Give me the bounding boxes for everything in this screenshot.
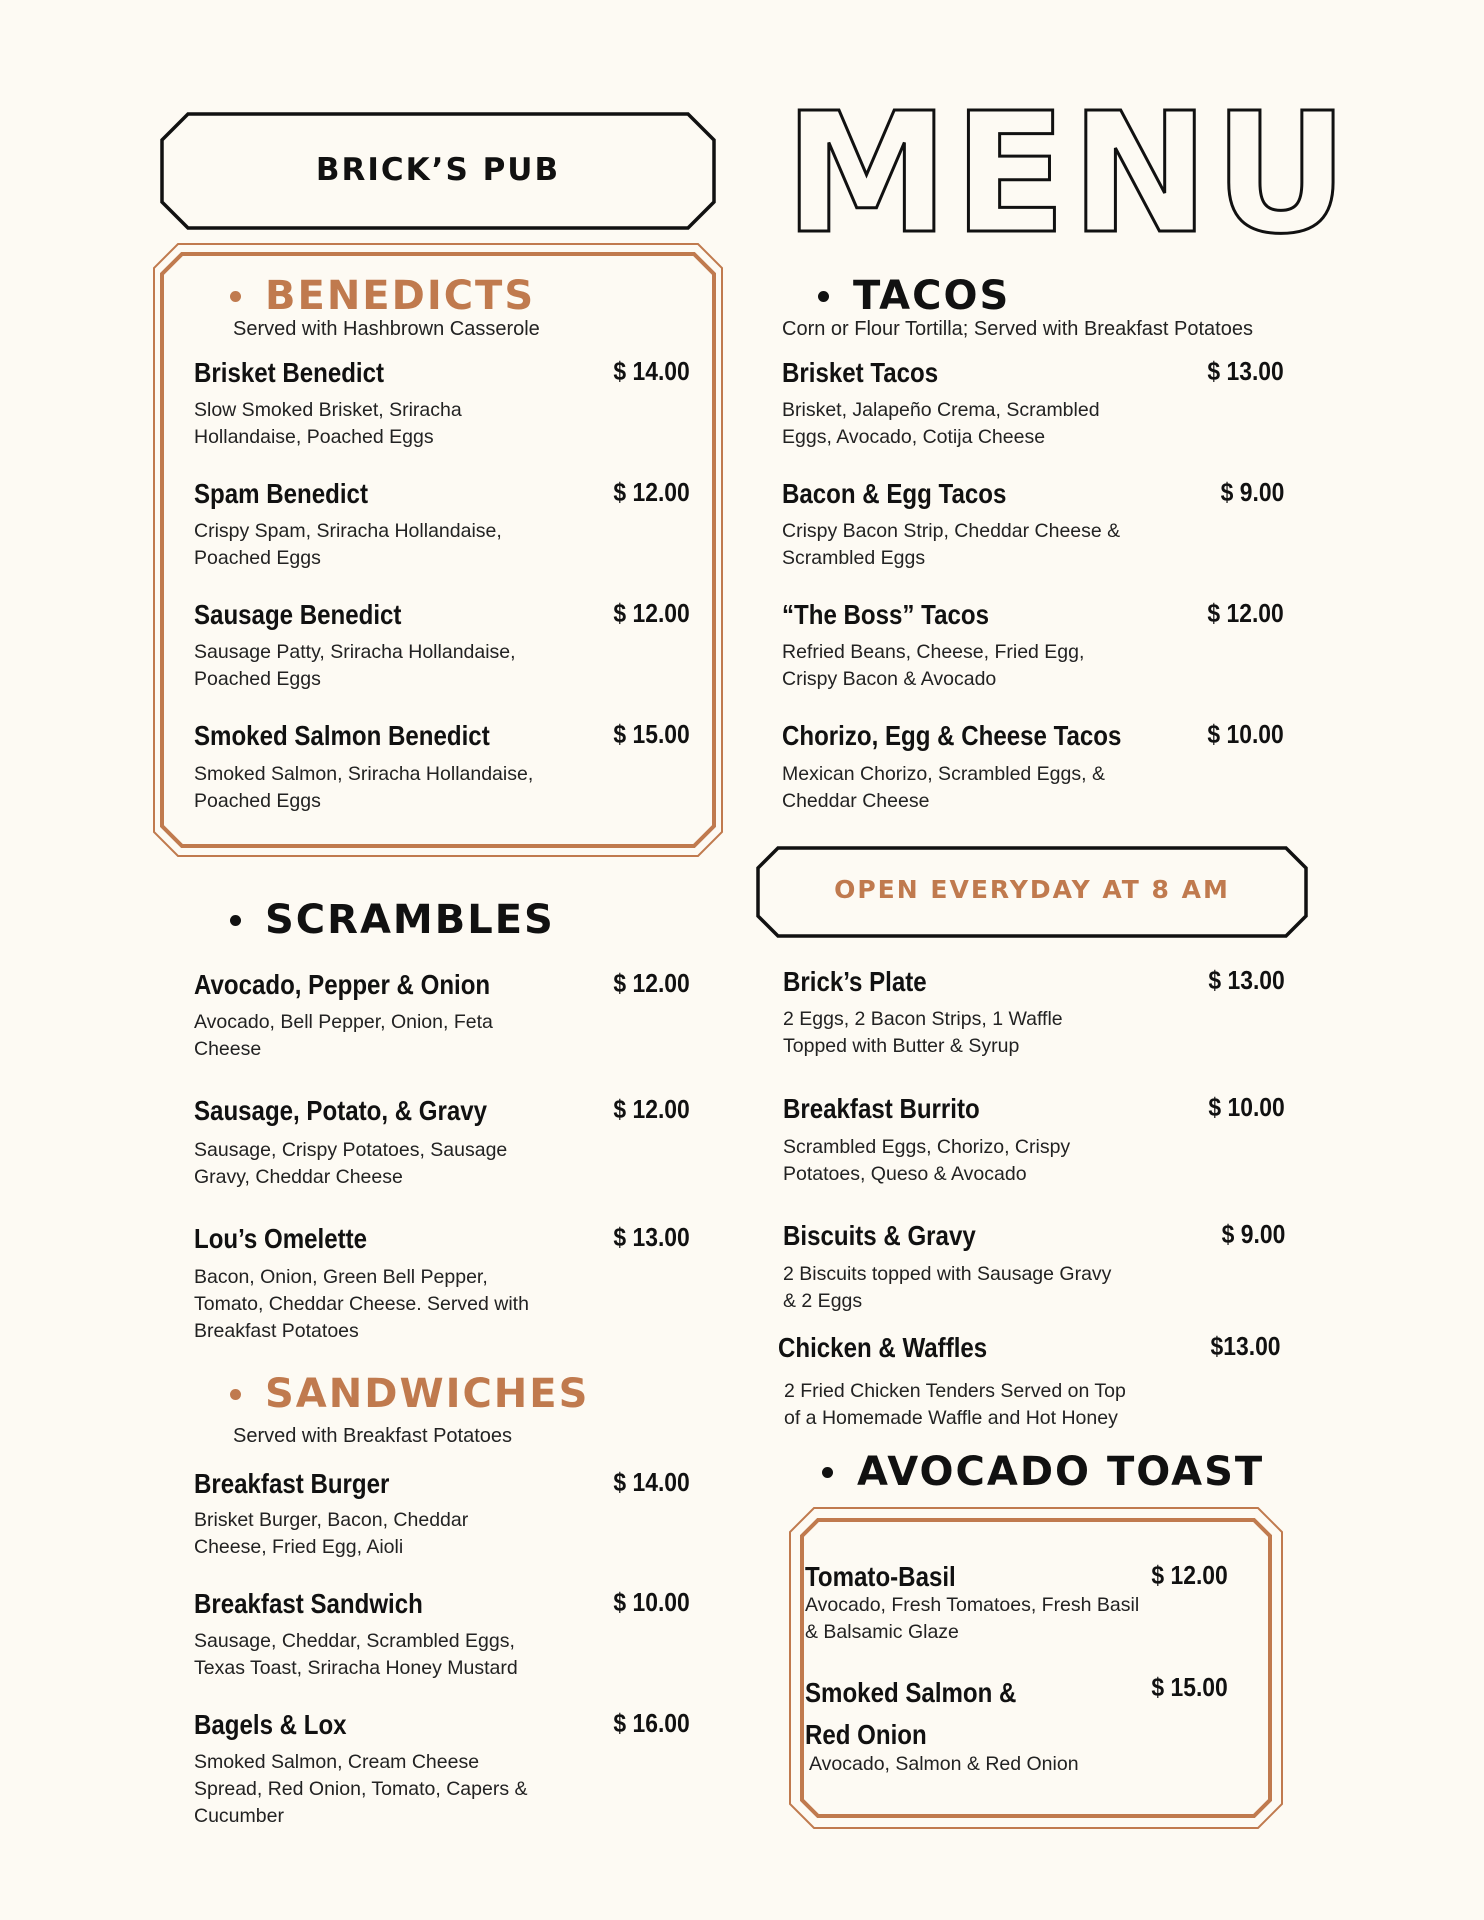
menu-item-price: $ 10.00 bbox=[613, 1587, 690, 1617]
menu-item-name: Chorizo, Egg & Cheese Tacos bbox=[782, 720, 1122, 751]
menu-item-description: Brisket Burger, Bacon, Cheddar Cheese, Fried Egg, Aioli bbox=[194, 1509, 469, 1558]
menu-item-price: $ 12.00 bbox=[613, 968, 690, 998]
benedicts-heading bbox=[230, 273, 536, 319]
open-hours-banner bbox=[756, 846, 1308, 938]
bullet-dot bbox=[230, 1389, 241, 1400]
menu-item-description: Avocado, Bell Pepper, Onion, Feta Cheese bbox=[194, 1011, 493, 1060]
tacos-title: TACOS bbox=[853, 273, 1011, 319]
menu-item-price: $ 12.00 bbox=[613, 1094, 690, 1124]
benedicts-subtitle: Served with Hashbrown Casserole bbox=[233, 318, 540, 340]
menu-item-name: Spam Benedict bbox=[194, 478, 368, 509]
menu-item-name: “The Boss” Tacos bbox=[782, 599, 989, 630]
scrambles-title: SCRAMBLES bbox=[265, 897, 555, 943]
menu-item-price: $ 13.00 bbox=[1208, 965, 1285, 995]
menu-item-description: Sausage, Cheddar, Scrambled Eggs, Texas Toast, Sriracha Honey Mustard bbox=[194, 1630, 518, 1679]
menu-item-name: Sausage Benedict bbox=[194, 599, 402, 630]
bullet-dot bbox=[230, 291, 241, 302]
menu-item-description: 2 Biscuits topped with Sausage Gravy & 2 Eggs bbox=[783, 1263, 1112, 1312]
menu-item-description: Crispy Bacon Strip, Cheddar Cheese & Scrambled Eggs bbox=[782, 520, 1121, 569]
menu-item-name: Avocado, Pepper & Onion bbox=[194, 969, 491, 1000]
menu-item-name: Breakfast Sandwich bbox=[194, 1588, 423, 1619]
menu-item-price: $ 15.00 bbox=[1151, 1672, 1228, 1702]
menu-title: MENU bbox=[784, 78, 1353, 271]
menu-item-description: Refried Beans, Cheese, Fried Egg, Crispy Bacon & Avocado bbox=[782, 641, 1085, 690]
menu-item-price: $ 12.00 bbox=[613, 477, 690, 507]
sandwiches-heading bbox=[230, 1371, 590, 1417]
avocado-toast-title: AVOCADO TOAST bbox=[857, 1449, 1265, 1495]
menu-item-name: Biscuits & Gravy bbox=[783, 1220, 976, 1251]
sandwiches-subtitle: Served with Breakfast Potatoes bbox=[233, 1425, 513, 1447]
benedicts-title: BENEDICTS bbox=[265, 273, 536, 319]
menu-item-description: Smoked Salmon, Sriracha Hollandaise, Poached Eggs bbox=[194, 763, 534, 812]
menu-item-price: $13.00 bbox=[1211, 1331, 1281, 1361]
pub-name-box bbox=[160, 112, 716, 230]
menu-item-description: Crispy Spam, Sriracha Hollandaise, Poached Eggs bbox=[194, 520, 502, 569]
menu-item-price: $ 12.00 bbox=[1151, 1560, 1228, 1590]
bullet-dot bbox=[822, 1467, 833, 1478]
tacos-heading bbox=[818, 273, 1011, 319]
menu-item-name: Sausage, Potato, & Gravy bbox=[194, 1095, 488, 1126]
avocado-toast-heading bbox=[822, 1449, 1265, 1495]
menu-item-description: Brisket, Jalapeño Crema, Scrambled Eggs, Avocado, Cotija Cheese bbox=[782, 399, 1100, 448]
avocado-toast-frame-outline bbox=[788, 1506, 1284, 1830]
menu-item-price: $ 10.00 bbox=[1207, 719, 1284, 749]
pub-name: BRICK’S PUB bbox=[315, 152, 561, 188]
menu-item-name: Smoked Salmon Benedict bbox=[194, 720, 490, 751]
menu-item-name: Brisket Benedict bbox=[194, 357, 385, 388]
avocado-toast-frame bbox=[788, 1506, 1284, 1830]
menu-item-description: Mexican Chorizo, Scrambled Eggs, & Cheddar Cheese bbox=[782, 763, 1105, 812]
menu-item-price: $ 10.00 bbox=[1208, 1092, 1285, 1122]
menu-item-name: Breakfast Burrito bbox=[783, 1093, 980, 1124]
menu-item-name: Bagels & Lox bbox=[194, 1709, 347, 1740]
menu-item-description: Slow Smoked Brisket, Sriracha Hollandaise, Poached Eggs bbox=[194, 399, 462, 448]
menu-item-price: $ 9.00 bbox=[1221, 1219, 1285, 1249]
bullet-dot bbox=[818, 291, 829, 302]
menu-item-price: $ 16.00 bbox=[613, 1708, 690, 1738]
sandwiches-title: SANDWICHES bbox=[265, 1371, 590, 1417]
open-hours-text: OPEN EVERYDAY AT 8 AM bbox=[834, 875, 1230, 904]
menu-item-description: Sausage, Crispy Potatoes, Sausage Gravy, Cheddar Cheese bbox=[194, 1139, 508, 1188]
menu-item-description: Bacon, Onion, Green Bell Pepper, Tomato, Cheddar Cheese. Served with Breakfast Potatoes bbox=[194, 1266, 529, 1342]
menu-item-price: $ 9.00 bbox=[1220, 477, 1284, 507]
menu-item-description: Avocado, Fresh Tomatoes, Fresh Basil & Balsamic Glaze bbox=[805, 1594, 1140, 1643]
menu-item-name: Bacon & Egg Tacos bbox=[782, 478, 1007, 509]
bullet-dot bbox=[230, 915, 241, 926]
menu-item-name: Brisket Tacos bbox=[782, 357, 939, 388]
scrambles-heading bbox=[230, 897, 555, 943]
menu-item-description: 2 Eggs, 2 Bacon Strips, 1 Waffle Topped with Butter & Syrup bbox=[783, 1008, 1063, 1057]
menu-item-name: Lou’s Omelette bbox=[194, 1223, 368, 1254]
menu-item-name: Brick’s Plate bbox=[783, 966, 927, 997]
menu-item-description: 2 Fried Chicken Tenders Served on Top of a Homemade Waffle and Hot Honey bbox=[784, 1380, 1126, 1429]
menu-item-description: Smoked Salmon, Cream Cheese Spread, Red Onion, Tomato, Capers & Cucumber bbox=[194, 1751, 528, 1827]
menu-item-description: Sausage Patty, Sriracha Hollandaise, Poached Eggs bbox=[194, 641, 516, 690]
menu-item-price: $ 12.00 bbox=[613, 598, 690, 628]
menu-item-name: Chicken & Waffles bbox=[778, 1332, 988, 1363]
menu-item-price: $ 13.00 bbox=[1207, 356, 1284, 386]
menu-item-name: Tomato-Basil bbox=[805, 1561, 956, 1592]
menu-item-price: $ 14.00 bbox=[613, 356, 690, 386]
tacos-subtitle: Corn or Flour Tortilla; Served with Breakfast Potatoes bbox=[782, 318, 1253, 340]
menu-item-price: $ 12.00 bbox=[1207, 598, 1284, 628]
menu-item-price: $ 13.00 bbox=[613, 1222, 690, 1252]
menu-item-price: $ 14.00 bbox=[613, 1467, 690, 1497]
menu-item-name: Smoked Salmon & Red Onion bbox=[805, 1677, 1017, 1750]
menu-item-price: $ 15.00 bbox=[613, 719, 690, 749]
menu-item-description: Scrambled Eggs, Chorizo, Crispy Potatoes, Queso & Avocado bbox=[783, 1136, 1071, 1185]
menu-item-description: Avocado, Salmon & Red Onion bbox=[809, 1753, 1079, 1775]
menu-item-name: Breakfast Burger bbox=[194, 1468, 390, 1499]
